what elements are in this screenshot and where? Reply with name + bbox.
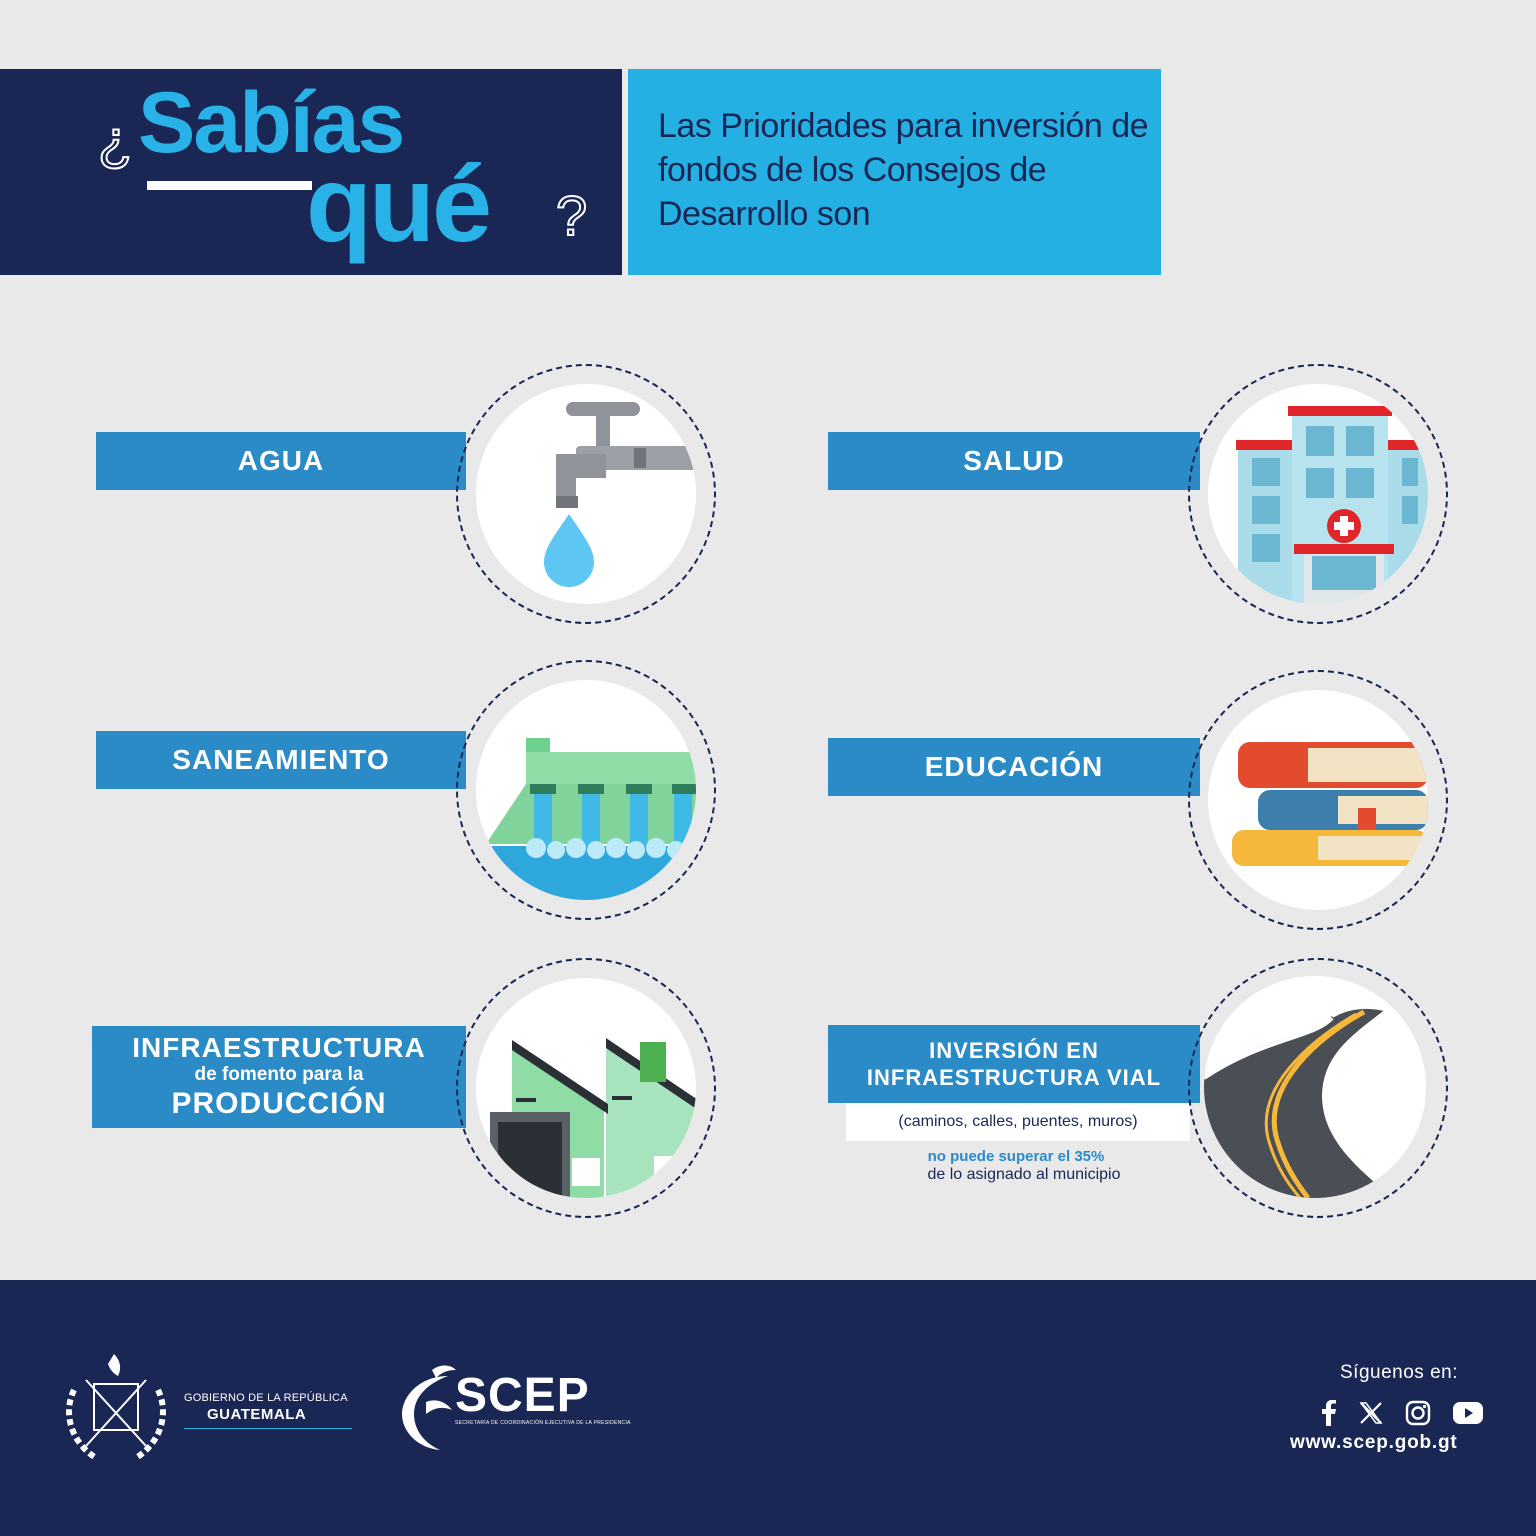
priority-label-infra-line2: de fomento para la bbox=[194, 1064, 364, 1085]
water-plant-icon bbox=[476, 680, 696, 900]
vial-limit: no puede superar el 35% bbox=[927, 1148, 1105, 1165]
priority-label-vial-line1: INVERSIÓN EN bbox=[929, 1038, 1099, 1063]
instagram-icon[interactable] bbox=[1405, 1400, 1431, 1426]
priority-bar-saneamiento bbox=[96, 731, 466, 789]
factory-illustration bbox=[476, 978, 696, 1198]
books-icon bbox=[1208, 690, 1428, 910]
priority-label-infra-line3: PRODUCCIÓN bbox=[171, 1087, 387, 1120]
priority-bar-infraestructura bbox=[92, 1026, 466, 1128]
priority-label-educacion: EDUCACIÓN bbox=[924, 751, 1104, 782]
priority-label-vial-line2: INFRAESTRUCTURA VIAL bbox=[866, 1065, 1162, 1090]
youtube-icon[interactable] bbox=[1453, 1400, 1483, 1426]
water-tap-illustration bbox=[476, 384, 696, 604]
gov-underline bbox=[184, 1428, 352, 1429]
priority-bar-salud bbox=[828, 432, 1200, 490]
guatemala-coat-of-arms-icon bbox=[56, 1350, 176, 1465]
vial-note-box bbox=[846, 1103, 1190, 1141]
hospital-illustration bbox=[1208, 384, 1428, 604]
vial-limit-detail: de lo asignado al municipio bbox=[927, 1166, 1121, 1183]
title-underline bbox=[147, 181, 312, 190]
factory-icon bbox=[476, 978, 696, 1198]
gov-label-line1: GOBIERNO DE LA REPÚBLICA bbox=[184, 1392, 348, 1404]
road-illustration bbox=[1204, 976, 1426, 1198]
faucet-icon bbox=[476, 384, 696, 604]
road-icon bbox=[1204, 976, 1426, 1198]
scep-wordmark: SCEP bbox=[455, 1369, 590, 1422]
headline: Las Prioridades para inversión de fondos de los Consejos de Desarrollo son bbox=[658, 107, 1149, 233]
water-treatment-illustration bbox=[476, 680, 696, 900]
x-icon[interactable] bbox=[1358, 1400, 1384, 1426]
priority-label-infra-line1: INFRAESTRUCTURA bbox=[132, 1032, 426, 1063]
gov-label-line2: GUATEMALA bbox=[207, 1406, 307, 1423]
hospital-icon bbox=[1208, 384, 1428, 604]
website-link[interactable]: www.scep.gob.gt bbox=[1290, 1432, 1458, 1453]
priority-bar-educacion bbox=[828, 738, 1200, 796]
priority-label-saneamiento: SANEAMIENTO bbox=[172, 744, 390, 775]
scep-subtitle: SECRETARÍA DE COORDINACIÓN EJECUTIVA DE LA PRESIDENCIA bbox=[455, 1420, 631, 1426]
priority-bar-agua bbox=[96, 432, 466, 490]
facebook-icon[interactable] bbox=[1316, 1400, 1342, 1426]
title-que: qué bbox=[306, 143, 490, 264]
priority-label-salud: SALUD bbox=[963, 445, 1065, 476]
priority-bar-vial bbox=[828, 1025, 1200, 1103]
question-mark: ? bbox=[556, 184, 588, 247]
vial-note: (caminos, calles, puentes, muros) bbox=[898, 1113, 1138, 1130]
inverted-question-mark: ¿ bbox=[98, 108, 133, 171]
title-sabias: Sabías bbox=[138, 75, 404, 171]
scep-logo-icon bbox=[396, 1362, 460, 1452]
follow-label: Síguenos en: bbox=[1340, 1362, 1458, 1383]
books-illustration bbox=[1208, 690, 1428, 910]
priority-label-agua: AGUA bbox=[237, 445, 325, 476]
